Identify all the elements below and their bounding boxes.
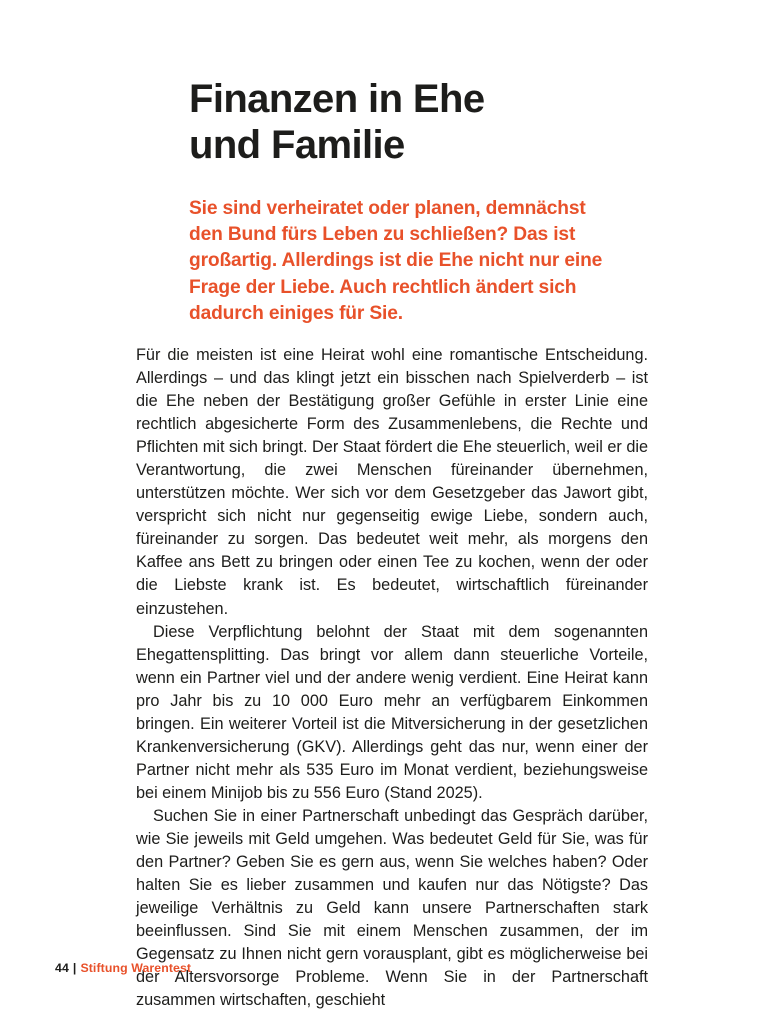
body-paragraph-3: Suchen Sie in einer Partnerschaft unbedingt das Gespräch darüber, wie Sie jeweils mit Geld umgehen. Was bedeutet Geld für Sie, was für den Partner? Geben Sie es gern aus, wenn Sie welches haben? Oder halten Sie es lieber zusammen und kaufen nur das Nötigste? Das jeweilige Verhältnis zu Geld kann unsere Partnerschaften stark beeinflussen. Sind Sie mit einem Menschen zusammen, der im Gegensatz zu Ihnen nicht gern vorausplant, gibt es möglicherweise bei der Altersvorsorge Probleme. Wenn Sie in der Partnerschaft zusammen wirtschaften, geschieht xyxy=(136,806,648,1010)
lead-line-5: dadurch einiges für Sie. xyxy=(189,302,403,324)
lead-line-3: großartig. Allerdings ist die Ehe nicht nur eine xyxy=(189,250,603,272)
footer-page-number: 44 xyxy=(55,961,69,975)
document-title-line-2: und Familie xyxy=(189,123,405,167)
footer-brand-name: Stiftung Warentest xyxy=(80,961,192,975)
lead-line-4: Frage der Liebe. Auch rechtlich ändert sich xyxy=(189,276,577,298)
lead-line-2: den Bund fürs Leben zu schließen? Das ist xyxy=(189,224,576,246)
body-paragraph-1: Für die meisten ist eine Heirat wohl eine romantische Entscheidung. Allerdings – und das klingt jetzt ein bisschen nach Spielverderb – ist die Ehe neben der Bestätigung großer Gefühle in erster Linie eine rechtlich abgesicherte Form des Zusammenlebens, die Rechte und Pflichten mit sich bringt. Der Staat fördert die Ehe steuerlich, weil er die Verantwortung, die zwei Menschen füreinander übernehmen, unterstützen möchte. Wer sich vor dem Gesetzgeber das Jawort gibt, verspricht sich nicht nur gegenseitig ewige Liebe, sondern auch, füreinander zu sorgen. Das bedeutet weit mehr, als morgens den Kaffee ans Bett zu bringen oder einen Tee zu kochen, wenn der oder die Liebste krank ist. Es bedeutet, wirtschaftlich füreinander einzustehen. xyxy=(136,346,648,618)
document-title xyxy=(189,76,659,168)
body-text-column xyxy=(136,344,648,1012)
footer-separator: | xyxy=(72,961,77,975)
lead-line-1: Sie sind verheiratet oder planen, demnächst xyxy=(189,198,586,219)
page-footer xyxy=(55,961,191,975)
document-title-line-1: Finanzen in Ehe xyxy=(189,77,485,121)
page-title xyxy=(189,76,659,168)
lead-paragraph xyxy=(189,196,641,327)
body-paragraph-2: Diese Verpflichtung belohnt der Staat mit dem sogenannten Ehegattensplitting. Das bringt vor allem dann steuerliche Vorteile, wenn ein Partner viel und der andere wenig verdient. Eine Heirat kann pro Jahr bis zu 10 000 Euro mehr an verfügbarem Einkommen bringen. Ein weiterer Vorteil ist die Mitversicherung in der gesetzlichen Krankenversicherung (GKV). Allerdings geht das nur, wenn einer der Partner nicht mehr als 535 Euro im Monat verdient, beziehungsweise bei einem Minijob bis zu 556 Euro (Stand 2025). xyxy=(136,622,648,802)
